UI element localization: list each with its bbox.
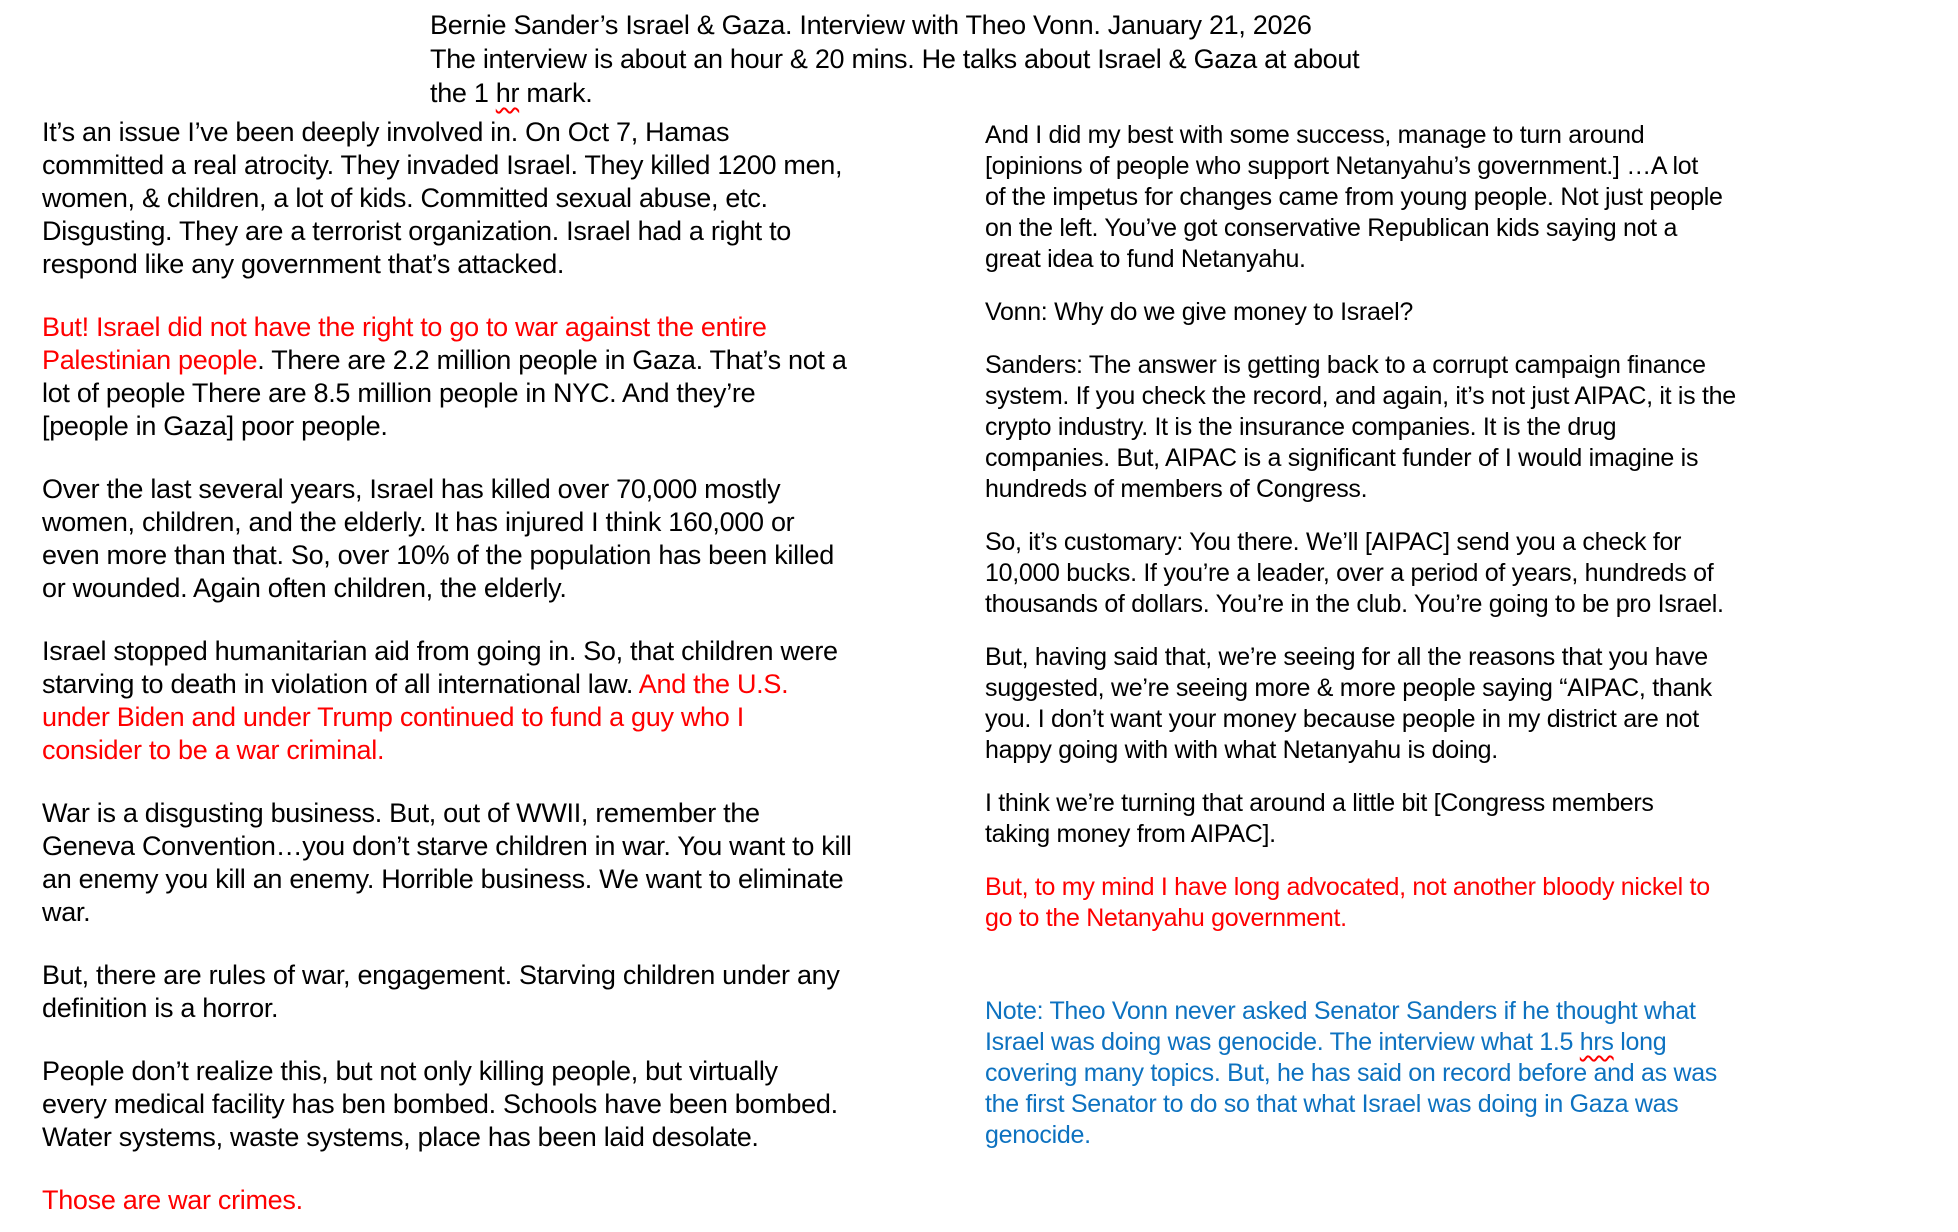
text-line <box>985 1120 1950 1151</box>
text-line <box>985 872 1950 903</box>
text-run: lot of people There are 8.5 million people in NYC. And they’re <box>42 378 756 408</box>
text-line <box>42 701 977 734</box>
text-run: Over the last several years, Israel has killed over 70,000 mostly <box>42 474 781 504</box>
text-line <box>985 1089 1950 1120</box>
text-line <box>42 215 977 248</box>
text-run: I think we’re turning that around a little bit [Congress members <box>985 789 1654 817</box>
text-run: starving to death in violation of all international law. <box>42 669 639 699</box>
text-line <box>430 8 1359 42</box>
text-run: It’s an issue I’ve been deeply involved in. On Oct 7, Hamas <box>42 117 730 147</box>
paragraph <box>985 642 1950 766</box>
text-run: Israel was doing was genocide. The interview what 1.5 <box>985 1028 1580 1056</box>
text-run: People don’t realize this, but not only killing people, but virtually <box>42 1056 778 1086</box>
text-run: women, children, and the elderly. It has injured I think 160,000 or <box>42 507 795 537</box>
text-line <box>42 344 977 377</box>
text-line <box>42 377 977 410</box>
text-line <box>985 996 1950 1027</box>
text-line <box>42 572 977 605</box>
text-run: But, having said that, we’re seeing for all the reasons that you have <box>985 643 1708 671</box>
paragraph <box>985 872 1950 934</box>
text-run: hundreds of members of Congress. <box>985 475 1368 503</box>
text-run: Those are war crimes. <box>42 1185 303 1215</box>
paragraph <box>42 1184 977 1217</box>
text-line <box>985 120 1950 151</box>
title-block <box>430 8 1359 110</box>
text-line <box>42 506 977 539</box>
text-run: happy going with with what Netanyahu is doing. <box>985 736 1498 764</box>
text-run: Vonn: Why do we give money to Israel? <box>985 298 1414 326</box>
paragraph <box>42 1055 977 1154</box>
text-line <box>42 1121 977 1154</box>
text-run: 10,000 bucks. If you’re a leader, over a period of years, hundreds of <box>985 559 1714 587</box>
text-line <box>985 350 1950 381</box>
paragraph <box>42 635 977 767</box>
text-run: Palestinian people <box>42 345 258 375</box>
text-line <box>985 673 1950 704</box>
text-run: . There are 2.2 million people in Gaza. That’s not a <box>257 345 847 375</box>
text-run: [opinions of people who support Netanyahu’s government.] …A lot <box>985 152 1699 180</box>
text-line <box>985 412 1950 443</box>
text-run: Note: Theo Vonn never asked Senator Sanders if he thought what <box>985 997 1696 1025</box>
text-run: you. I don’t want your money because people in my district are not <box>985 705 1699 733</box>
paragraph <box>985 297 1950 328</box>
text-line <box>42 248 977 281</box>
text-run: suggested, we’re seeing more & more people saying “AIPAC, thank <box>985 674 1712 702</box>
text-line <box>985 213 1950 244</box>
paragraph <box>985 350 1950 505</box>
text-run: of the impetus for changes came from young people. Not just people <box>985 183 1723 211</box>
text-run: And the U.S. <box>638 669 789 699</box>
text-line <box>985 151 1950 182</box>
text-run: Geneva Convention…you don’t starve children in war. You want to kill <box>42 831 852 861</box>
text-run: or wounded. Again often children, the elderly. <box>42 573 567 603</box>
text-run: consider to be a war criminal. <box>42 735 385 765</box>
text-run: But, to my mind I have long advocated, not another bloody nickel to <box>985 873 1710 901</box>
left-column <box>42 116 977 1232</box>
text-line <box>985 297 1950 328</box>
text-run: under Biden and under Trump continued to fund a guy who I <box>42 702 744 732</box>
text-run: Disgusting. They are a terrorist organization. Israel had a right to <box>42 216 791 246</box>
text-run: covering many topics. But, he has said on record before and as was <box>985 1059 1718 1087</box>
text-line <box>985 1058 1950 1089</box>
text-line <box>42 182 977 215</box>
text-run: long <box>1613 1028 1667 1056</box>
text-run: mark. <box>519 78 593 108</box>
text-run: Sanders: The answer is getting back to a corrupt campaign finance <box>985 351 1706 379</box>
paragraph <box>985 788 1950 850</box>
paragraph <box>42 473 977 605</box>
paragraph <box>985 996 1950 1151</box>
text-run: genocide. <box>985 1121 1091 1149</box>
text-run: So, it’s customary: You there. We’ll [AIPAC] send you a check for <box>985 528 1682 556</box>
paragraph <box>42 311 977 443</box>
text-line <box>42 1184 977 1217</box>
text-run: an enemy you kill an enemy. Horrible business. We want to eliminate <box>42 864 844 894</box>
paragraph <box>985 120 1950 275</box>
text-line <box>42 311 977 344</box>
text-run: taking money from AIPAC]. <box>985 820 1276 848</box>
text-run: respond like any government that’s attacked. <box>42 249 565 279</box>
text-line <box>985 1027 1950 1058</box>
text-line <box>42 896 977 929</box>
text-line <box>985 558 1950 589</box>
text-line <box>42 1055 977 1088</box>
text-run: women, & children, a lot of kids. Committed sexual abuse, etc. <box>42 183 768 213</box>
text-line <box>42 410 977 443</box>
text-line <box>985 474 1950 505</box>
text-run: The interview is about an hour & 20 mins. He talks about Israel & Gaza at about <box>430 44 1360 74</box>
text-line <box>42 635 977 668</box>
text-run: war. <box>42 897 91 927</box>
text-line <box>42 116 977 149</box>
misspelled-word: hr <box>495 78 520 108</box>
text-run: great idea to fund Netanyahu. <box>985 245 1306 273</box>
text-line <box>42 830 977 863</box>
text-line <box>985 182 1950 213</box>
paragraph <box>42 797 977 929</box>
text-line <box>430 42 1359 76</box>
text-run: even more than that. So, over 10% of the population has been killed <box>42 540 834 570</box>
paragraph <box>42 959 977 1025</box>
text-run: system. If you check the record, and again, it’s not just AIPAC, it is the <box>985 382 1736 410</box>
text-run: And I did my best with some success, manage to turn around <box>985 121 1645 149</box>
text-line <box>42 734 977 767</box>
text-line <box>985 704 1950 735</box>
text-run: Bernie Sander’s Israel & Gaza. Interview with Theo Vonn. January 21, 2026 <box>430 10 1312 40</box>
text-run: companies. But, AIPAC is a significant funder of I would imagine is <box>985 444 1699 472</box>
text-line <box>42 863 977 896</box>
text-line <box>985 443 1950 474</box>
text-run: crypto industry. It is the insurance companies. It is the drug <box>985 413 1617 441</box>
paragraph <box>985 527 1950 620</box>
text-line <box>985 381 1950 412</box>
text-line <box>42 539 977 572</box>
text-run: Israel stopped humanitarian aid from going in. So, that children were <box>42 636 838 666</box>
text-line <box>430 76 1359 110</box>
paragraph <box>430 8 1359 110</box>
text-run: on the left. You’ve got conservative Republican kids saying not a <box>985 214 1678 242</box>
text-run: But! Israel did not have the right to go to war against the entire <box>42 312 767 342</box>
text-line <box>42 1088 977 1121</box>
text-line <box>985 589 1950 620</box>
text-run: But, there are rules of war, engagement. Starving children under any <box>42 960 840 990</box>
paragraph <box>42 116 977 281</box>
text-line <box>42 959 977 992</box>
text-line <box>985 903 1950 934</box>
right-column <box>985 120 1950 1173</box>
text-line <box>42 668 977 701</box>
text-run: committed a real atrocity. They invaded Israel. They killed 1200 men, <box>42 150 843 180</box>
text-run: the first Senator to do so that what Israel was doing in Gaza was <box>985 1090 1679 1118</box>
text-line <box>985 788 1950 819</box>
text-line <box>985 819 1950 850</box>
text-run: [people in Gaza] poor people. <box>42 411 388 441</box>
text-line <box>42 797 977 830</box>
text-run: the 1 <box>430 78 496 108</box>
text-run: thousands of dollars. You’re in the club. You’re going to be pro Israel. <box>985 590 1724 618</box>
text-run: definition is a horror. <box>42 993 279 1023</box>
text-run: Water systems, waste systems, place has been laid desolate. <box>42 1122 759 1152</box>
text-line <box>42 992 977 1025</box>
text-line <box>42 473 977 506</box>
text-line <box>42 149 977 182</box>
text-line <box>985 735 1950 766</box>
text-line <box>985 244 1950 275</box>
text-run: War is a disgusting business. But, out of WWII, remember the <box>42 798 760 828</box>
misspelled-word: hrs <box>1579 1028 1614 1056</box>
text-line <box>985 642 1950 673</box>
text-line <box>985 527 1950 558</box>
text-run: every medical facility has ben bombed. Schools have been bombed. <box>42 1089 838 1119</box>
text-run: go to the Netanyahu government. <box>985 904 1347 932</box>
